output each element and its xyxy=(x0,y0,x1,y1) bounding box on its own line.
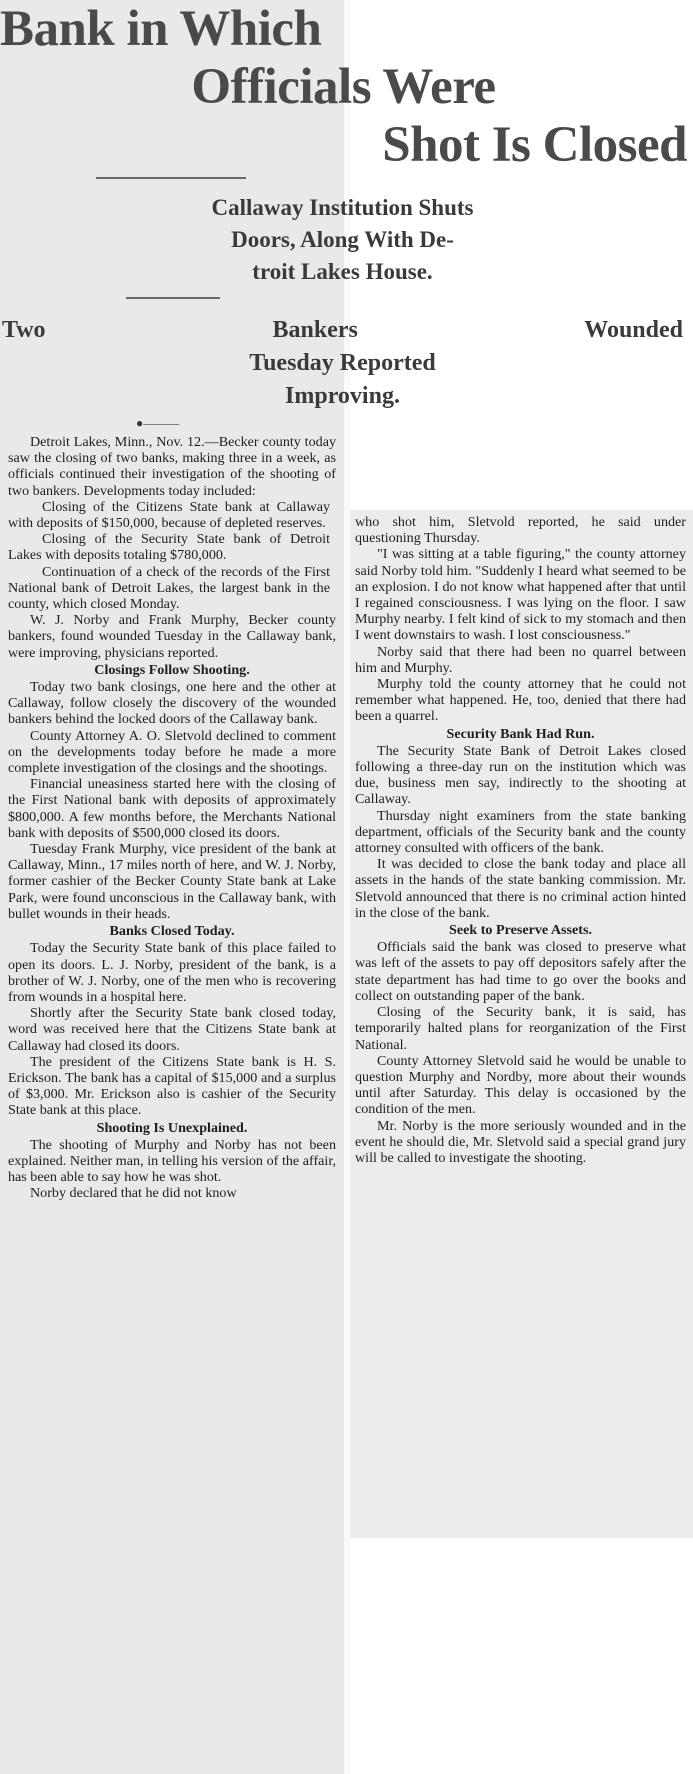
paragraph: Closing of the Security bank, it is said, has temporarily halted plans for reorganization of the First National. xyxy=(355,1004,686,1053)
paragraph: Closing of the Citizens State bank at Callaway with deposits of $150,000, because of depleted reserves. xyxy=(8,498,330,532)
headline-line: Shot Is Closed xyxy=(382,117,687,173)
right-body xyxy=(355,514,686,1166)
paragraph: Financial uneasiness started here with the closing of the First National bank with deposits of approximately $800,000. A few months before, the Merchants National bank with deposits of $500,000 closed its doors. xyxy=(8,776,336,841)
paragraph: "I was sitting at a table figuring," the county attorney said Norby told him. "Suddenly I heard what seemed to be an explosion. I do not know what happened after that until I regained consciousness. I was lying on the floor. I saw Murphy nearby. I felt kind of sick to my stomach and then I went downstairs to wash. I lost consciousness." xyxy=(355,546,686,644)
left-body xyxy=(8,434,336,1202)
paragraph: Today two bank closings, one here and the other at Callaway, follow closely the discovery of the wounded bankers behind the locked doors of the Callaway bank. xyxy=(8,679,336,728)
subheading: Seek to Preserve Assets. xyxy=(449,922,592,939)
paragraph: Norby declared that he did not know xyxy=(30,1185,237,1202)
paragraph: who shot him, Sletvold reported, he said under questioning Thursday. xyxy=(355,514,686,547)
divider-rule xyxy=(96,177,246,179)
subheading: Shooting Is Unexplained. xyxy=(96,1119,248,1136)
deck-line: Tuesday Reported xyxy=(249,350,436,376)
deck-line: troit Lakes House. xyxy=(252,259,433,284)
deck-line: Two Bankers Wounded xyxy=(2,317,683,343)
subheading: Security Bank Had Run. xyxy=(446,725,595,742)
deck-1 xyxy=(2,192,683,288)
paragraph: Continuation of a check of the records of the First National bank of Detroit Lakes, the largest bank in the county, which closed Monday. xyxy=(8,563,330,613)
paragraph: Mr. Norby is the more seriously wounded and in the event he should die, Mr. Sletvold said a special grand jury will be called to investigate the shooting. xyxy=(355,1117,686,1166)
paragraph: Thursday night examiners from the state banking department, officials of the Security bank and the county attorney consulted with officers of the bank. xyxy=(355,807,686,857)
paragraph: Today the Security State bank of this place failed to open its doors. L. J. Norby, president of the bank, is a brother of W. J. Norby, one of the men who is recovering from wounds in a hospital here. xyxy=(8,940,336,1005)
deck-2 xyxy=(2,314,683,413)
paragraph: The president of the Citizens State bank is H. S. Erickson. The bank has a capital of $15,000 and a surplus of $3,000. Mr. Erickson also is cashier of the Security State bank at this place. xyxy=(8,1053,336,1119)
paragraph: Officials said the bank was closed to preserve what was left of the assets to pay off depositors safely after the state department has had time to go over the books and collect on outstanding paper of the bank. xyxy=(355,939,686,1004)
paragraph: Norby said that there had been no quarrel between him and Murphy. xyxy=(355,643,686,676)
paragraph: Closing of the Security State bank of Detroit Lakes with deposits totaling $780,000. xyxy=(8,531,330,564)
paragraph: Shortly after the Security State bank closed today, word was received here that the Citizens State bank at Callaway had closed its doors. xyxy=(8,1005,336,1054)
deck-line: Callaway Institution Shuts xyxy=(211,195,474,220)
deck-line: Improving. xyxy=(285,383,400,409)
ornament-dingbat: ●——— xyxy=(136,416,180,430)
paragraph: County Attorney A. O. Sletvold declined to comment on the developments today before he made a more complete investigation of the closings and the shootings. xyxy=(8,727,336,777)
paragraph: The shooting of Murphy and Norby has not been explained. Neither man, in telling his version of the affair, has been able to say how he was shot. xyxy=(8,1136,336,1186)
paragraph: W. J. Norby and Frank Murphy, Becker county bankers, found wounded Tuesday in the Callaway bank, were improving, physicians reported. xyxy=(8,612,336,661)
paragraph: It was decided to close the bank today and place all assets in the hands of the state banking commission. Mr. Sletvold announced that there is no criminal action hinted in the close of the bank. xyxy=(355,856,686,921)
paragraph: The Security State Bank of Detroit Lakes closed following a three-day run on the institution which was due, business men say, indirectly to the shooting at Callaway. xyxy=(355,742,686,808)
subheading: Banks Closed Today. xyxy=(109,923,235,940)
subheading: Closings Follow Shooting. xyxy=(94,661,250,678)
deck-line: Doors, Along With De- xyxy=(231,227,454,252)
paragraph: Tuesday Frank Murphy, vice president of the bank at Callaway, Minn., 17 miles north of here, and W. J. Norby, former cashier of the Becker County State bank at Lake Park, were found unconscious in the Callaway bank, with bullet wounds in their heads. xyxy=(8,841,336,922)
paragraph: Murphy told the county attorney that he could not remember what happened. He, too, denied that there had been a quarrel. xyxy=(355,676,686,725)
headline-line: Bank in Which xyxy=(0,1,322,57)
paragraph: County Attorney Sletvold said he would be unable to question Murphy and Nordby, more about their wounds until after Saturday. This delay is occasioned by the condition of the men. xyxy=(355,1052,686,1118)
paragraph: Detroit Lakes, Minn., Nov. 12.—Becker county today saw the closing of two banks, making three in a week, as officials continued their investigation of the shooting of two bankers. Developments today included: xyxy=(8,434,336,499)
headline xyxy=(0,0,687,174)
divider-rule xyxy=(126,297,220,299)
headline-line: Officials Were xyxy=(191,59,496,115)
